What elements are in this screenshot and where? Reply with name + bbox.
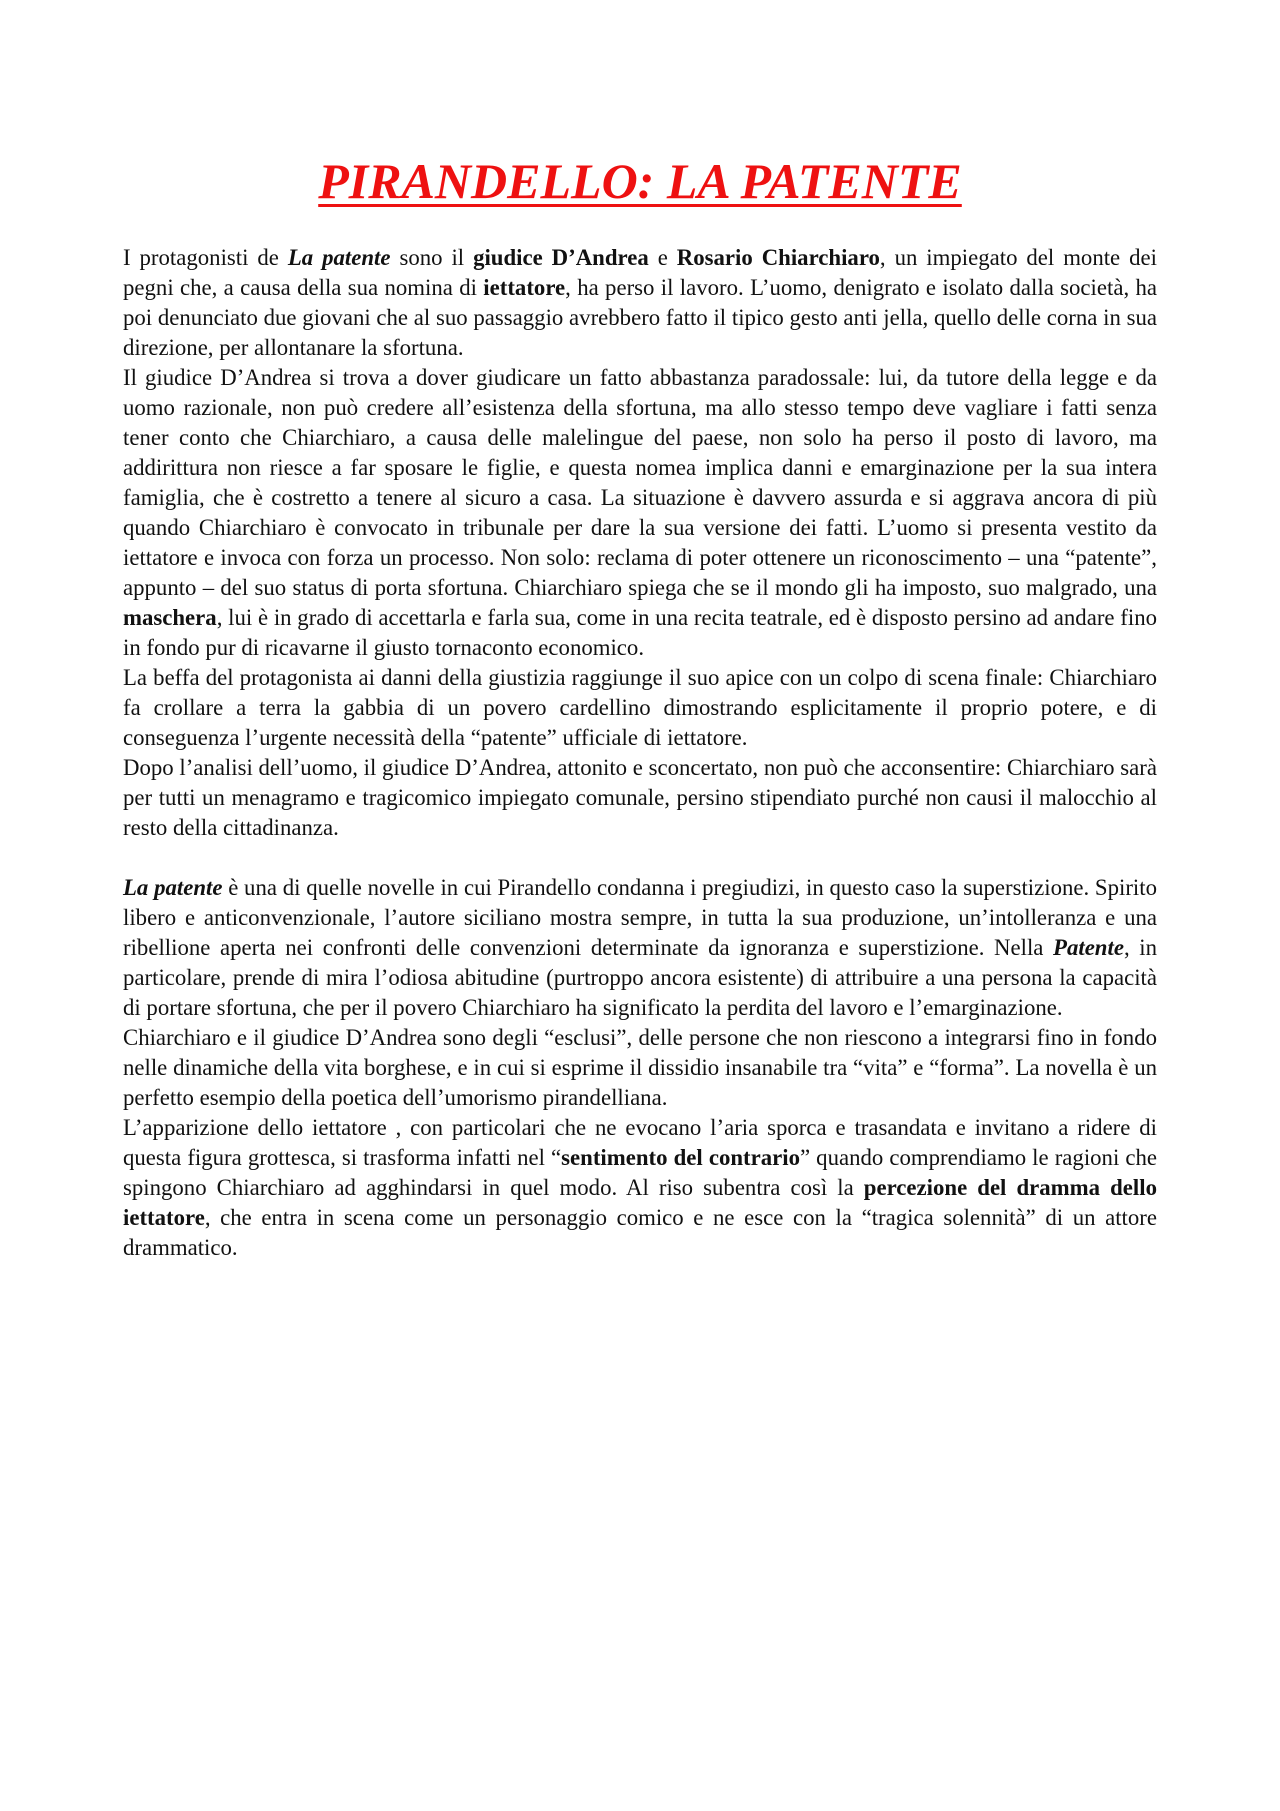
paragraph	[123, 663, 1157, 753]
paragraph-spacer	[123, 843, 1157, 873]
paragraph	[123, 363, 1157, 663]
text-run: Il giudice D’Andrea si trova a dover giudicare un fatto abbastanza paradossale: lui, da tutore della legge e da uomo razionale, non può credere all’esistenza della sfortuna, ma allo stesso tempo deve vagliare i fatti senza tener conto che Chiarchiaro, a causa delle malelingue del paese, non solo ha perso il posto di lavoro, ma addirittura non riesce a far sposare le figlie, e questa nomea implica danni e emarginazione per la sua intera famiglia, che è costretto a tenere al sicuro a casa. La situazione è davvero assurda e si aggrava ancora di più quando Chiarchiaro è convocato in tribunale per dare la sua versione dei fatti. L’uomo si presenta vestito da iettatore e invoca con forza un processo. Non solo: reclama di poter ottenere un riconoscimento – una “patente”, appunto – del suo status di porta sfortuna. Chiarchiaro spiega che se il mondo gli ha imposto, suo malgrado, una	[123, 365, 1157, 600]
text-run: ” quando comprendiamo le ragioni che spingono Chiarchiaro ad agghindarsi in quel modo. Al riso subentra così la	[123, 1145, 1157, 1200]
text-run: Chiarchiaro e il giudice D’Andrea sono degli “esclusi”, delle persone che non riescono a integrarsi fino in fondo nelle dinamiche della vita borghese, e in cui si esprime il dissidio insanabile tra “vita” e “forma”. La novella è un perfetto esempio della poetica dell’umorismo pirandelliana.	[123, 1025, 1157, 1110]
text-run: I protagonisti de	[123, 245, 288, 270]
text-run: sono il	[390, 245, 474, 270]
emphasis-text: giudice D’Andrea	[473, 245, 649, 270]
emphasis-text: iettatore	[483, 275, 566, 300]
emphasis-text: La patente	[287, 245, 391, 270]
paragraph	[123, 753, 1157, 843]
text-run: , in particolare, prende di mira l’odiosa abitudine (purtroppo ancora esistente) di attribuire a una persona la capacità di portare sfortuna, che per il povero Chiarchiaro ha significato la perdita del lavoro e l’emarginazione.	[123, 935, 1158, 1020]
body-text	[123, 243, 1157, 1263]
text-run: , un impiegato del monte dei pegni che, a causa della sua nomina di	[123, 245, 1157, 300]
text-run: L’apparizione dello iettatore , con particolari che ne evocano l’aria sporca e trasandata e invitano a ridere di questa figura grottesca, si trasforma infatti nel “	[123, 1115, 1157, 1170]
text-run: , ha perso il lavoro. L’uomo, denigrato e isolato dalla società, ha poi denunciato due giovani che al suo passaggio avrebbero fatto il tipico gesto anti jella, quello delle corna in sua direzione, per allontanare la sfortuna.	[123, 275, 1158, 360]
emphasis-text: Patente	[1053, 935, 1124, 960]
paragraph	[123, 1023, 1157, 1113]
text-run: , lui è in grado di accettarla e farla sua, come in una recita teatrale, ed è disposto persino ad andare fino in fondo pur di ricavarne il giusto tornaconto economico.	[123, 605, 1157, 660]
page-title: PIRANDELLO: LA PATENTE	[318, 153, 962, 209]
text-run: La beffa del protagonista ai danni della giustizia raggiunge il suo apice con un colpo di scena finale: Chiarchiaro fa crollare a terra la gabbia di un povero cardellino dimostrando esplicitamente il proprio potere, e di conseguenza l’urgente necessità della “patente” ufficiale di iettatore.	[123, 665, 1157, 750]
emphasis-text: sentimento del contrario	[561, 1145, 800, 1170]
text-run: , che entra in scena come un personaggio comico e ne esce con la “tragica solennità” di un attore drammatico.	[123, 1205, 1157, 1260]
text-run: e	[648, 245, 677, 270]
text-run: Dopo l’analisi dell’uomo, il giudice D’Andrea, attonito e sconcertato, non può che acconsentire: Chiarchiaro sarà per tutti un menagramo e tragicomico impiegato comunale, persino stipendiato purché non causi il malocchio al resto della cittadinanza.	[123, 755, 1157, 840]
paragraph	[123, 243, 1157, 363]
paragraph	[123, 873, 1157, 1023]
emphasis-text: maschera	[123, 605, 217, 630]
emphasis-text: La patente	[123, 875, 223, 900]
emphasis-text: percezione del dramma dello iettatore	[123, 1175, 1157, 1230]
emphasis-text: Rosario Chiarchiaro	[676, 245, 880, 270]
paragraph	[123, 1113, 1157, 1263]
text-run: è una di quelle novelle in cui Pirandello condanna i pregiudizi, in questo caso la superstizione. Spirito libero e anticonvenzionale, l’autore siciliano mostra sempre, in tutta la sua produzione, un’intolleranza e una ribellione aperta nei confronti delle convenzioni determinate da ignoranza e superstizione. Nella	[123, 875, 1157, 960]
